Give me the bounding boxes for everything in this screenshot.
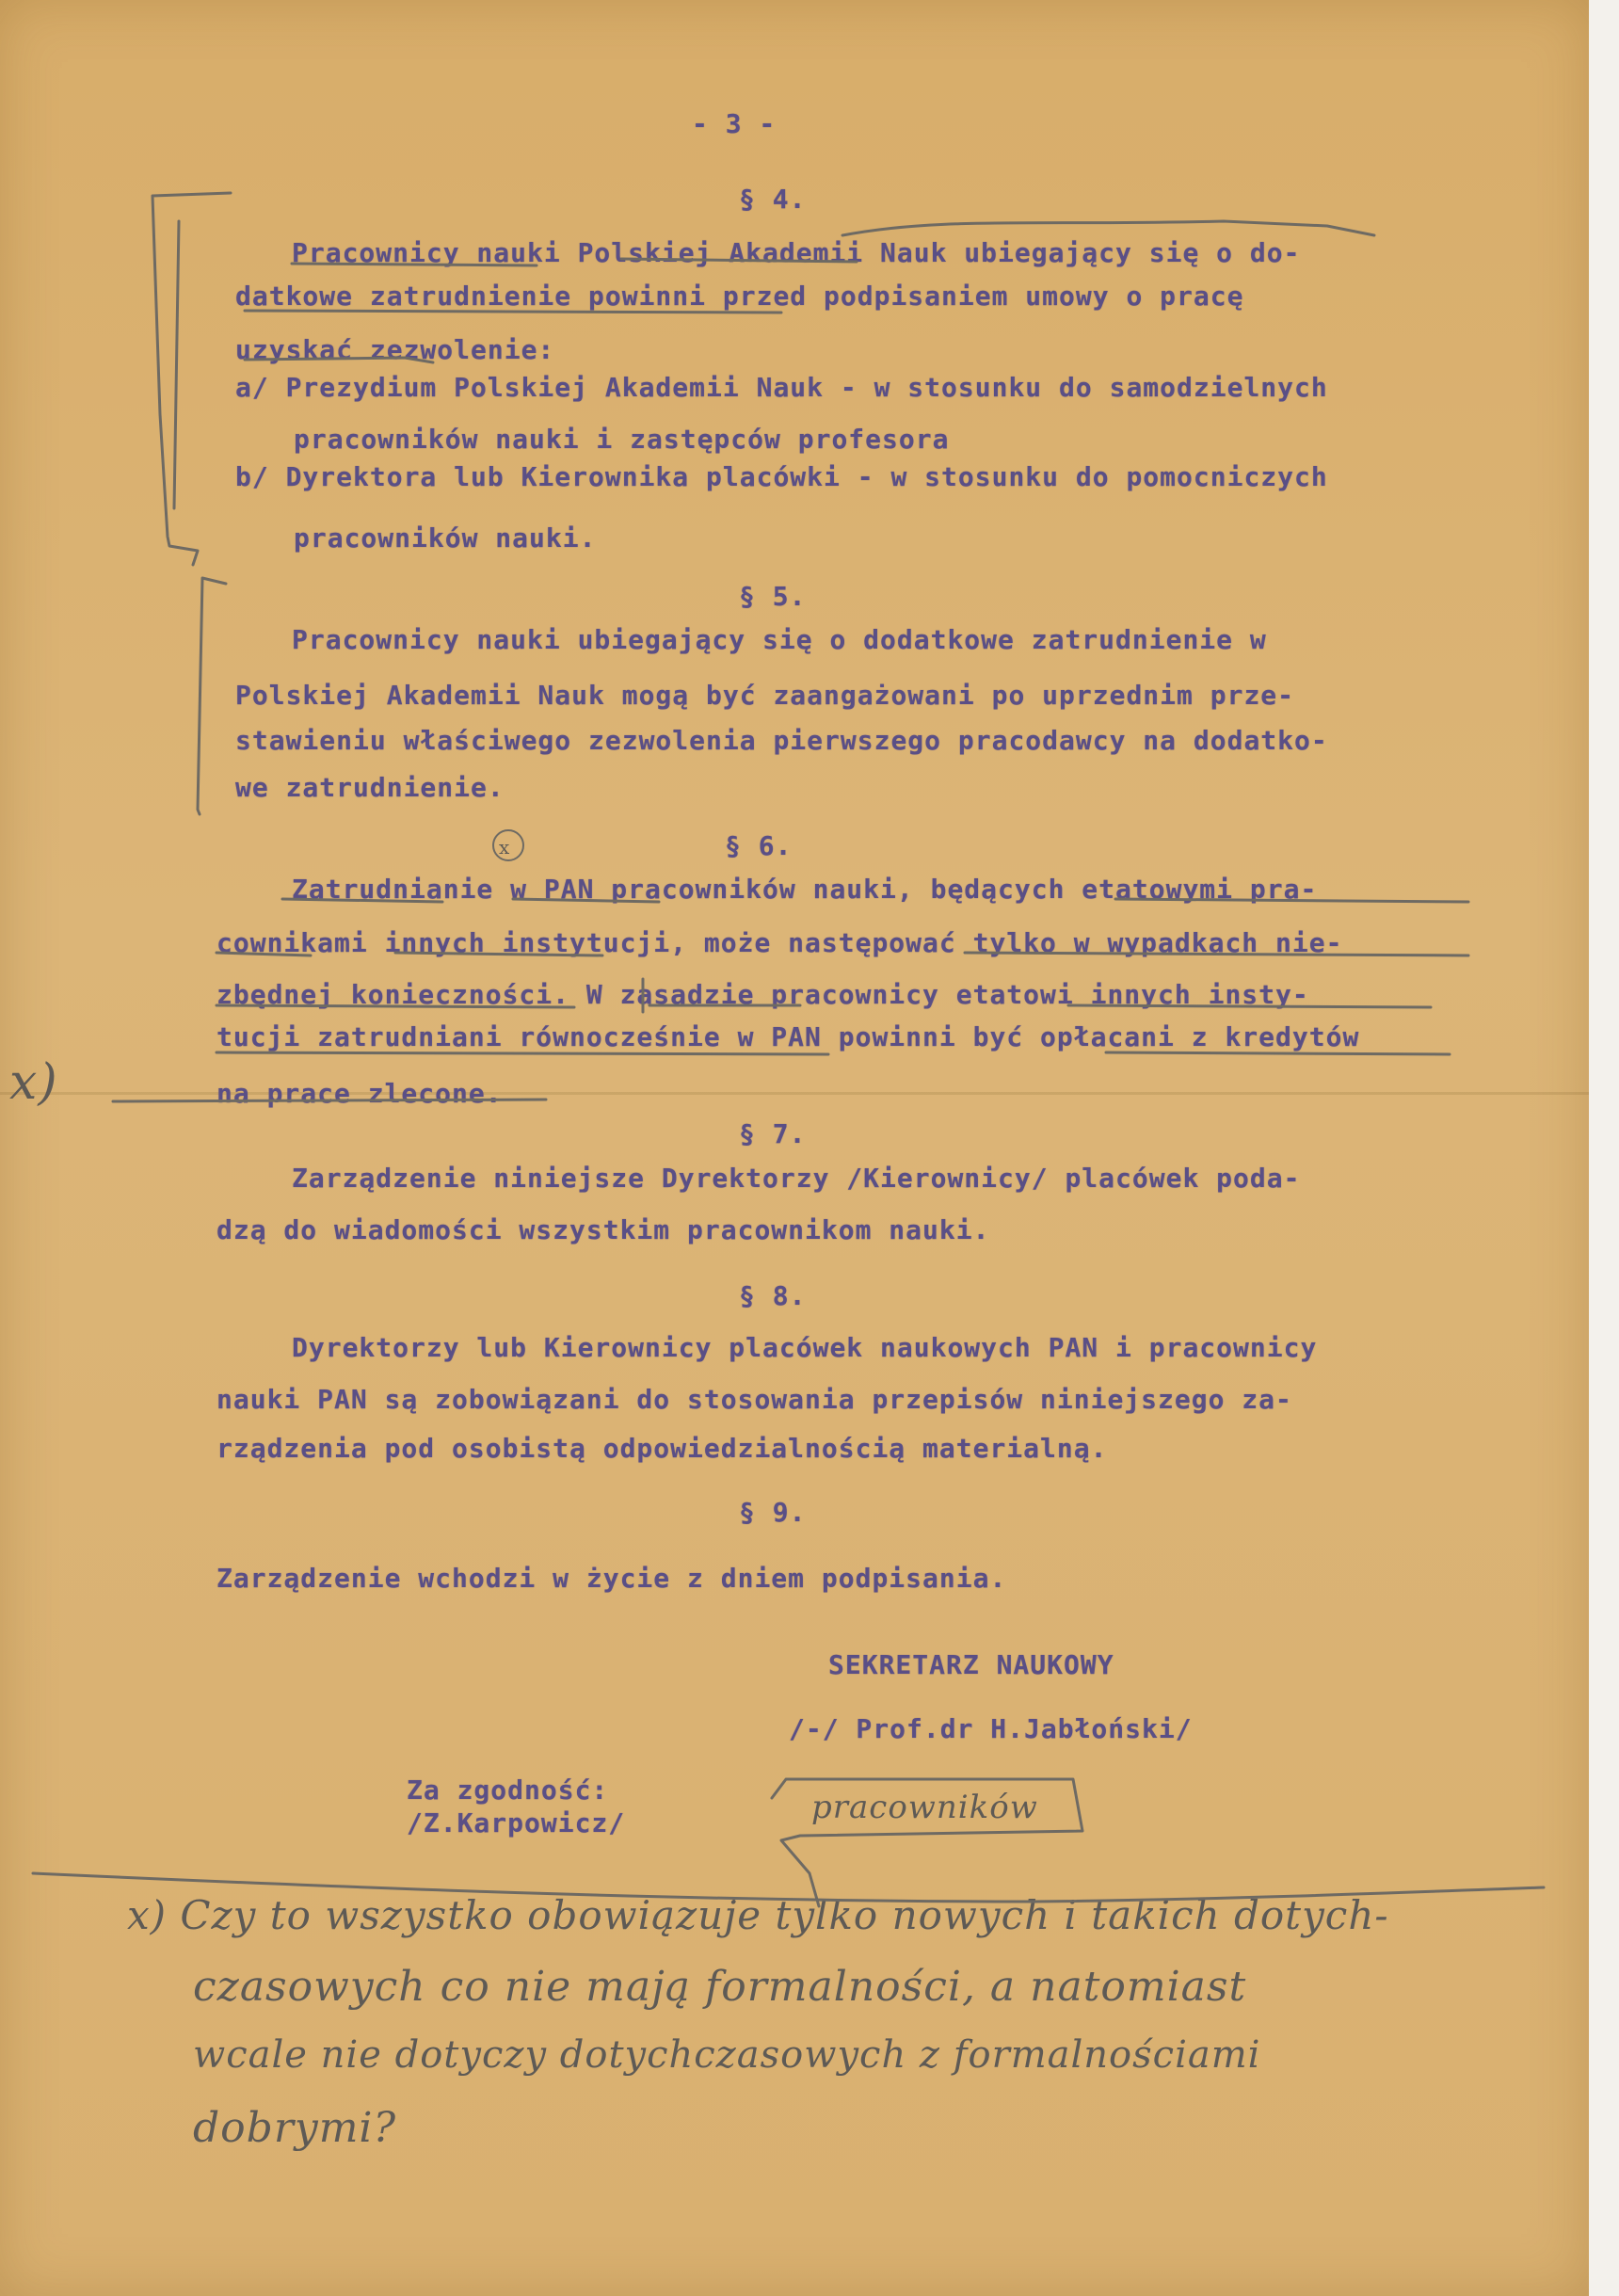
- underline-mark: [245, 358, 433, 362]
- boxed-word-mark: [772, 1779, 1082, 1906]
- underline-mark: [216, 1005, 1431, 1007]
- left-bracket-mark: [152, 193, 231, 565]
- underline-mark: [113, 1100, 546, 1101]
- section-8-line: nauki PAN są zobowiązani do stosowania przepisów niniejszego za-: [216, 1384, 1292, 1415]
- underline-mark: [216, 953, 1468, 955]
- section-5-line: Polskiej Akademii Nauk mogą być zaangażowani po uprzednim prze-: [235, 680, 1295, 711]
- handwritten-note-line: x) Czy to wszystko obowiązuje tylko nowych i takich dotych-: [127, 1892, 1389, 1938]
- circle-mark-ring: [493, 830, 523, 860]
- section-6-line: cownikami innych instytucji, może następować tylko w wypadkach nie-: [216, 927, 1343, 958]
- boxed-word: pracowników: [811, 1789, 1038, 1826]
- section-6-line: tucji zatrudniani równocześnie w PAN powinni być opłacani z kredytów: [216, 1021, 1360, 1052]
- section-4-line: datkowe zatrudnienie powinni przed podpisaniem umowy o pracę: [235, 281, 1244, 312]
- section-6-line: zbędnej konieczności. W zasadzie pracownicy etatowi innych insty-: [216, 979, 1309, 1010]
- section-4-line: uzyskać zezwolenie:: [235, 334, 555, 365]
- section-4-line: pracowników nauki.: [294, 522, 597, 554]
- section-5-line: we zatrudnienie.: [235, 772, 505, 803]
- section-7-heading: § 7.: [739, 1118, 807, 1149]
- circle-mark: x: [499, 836, 511, 859]
- section-8-heading: § 8.: [739, 1280, 807, 1311]
- section-9-line: Zarządzenie wchodzi w życie z dniem podpisania.: [216, 1563, 1007, 1594]
- underline-mark: [282, 899, 1468, 902]
- section-8-line: Dyrektorzy lub Kierownicy placówek naukowych PAN i pracownicy: [292, 1332, 1318, 1363]
- section-5-heading: § 5.: [739, 581, 807, 612]
- section-5-line: Pracownicy nauki ubiegający się o dodatkowe zatrudnienie w: [292, 624, 1267, 655]
- section-6-line: Zatrudnianie w PAN pracowników nauki, będących etatowymi pra-: [292, 874, 1318, 905]
- section-9-heading: § 9.: [739, 1497, 807, 1528]
- underline-mark: [216, 1052, 1450, 1054]
- section-7-line: dzą do wiadomości wszystkim pracownikom nauki.: [216, 1214, 990, 1245]
- underline-mark: [245, 311, 781, 313]
- section-6-line: na prace zlecone.: [216, 1078, 503, 1109]
- left-bracket-mark: [198, 578, 226, 814]
- signature-title: SEKRETARZ NAUKOWY: [828, 1649, 1114, 1680]
- section-8-line: rządzenia pod osobistą odpowiedzialnością materialną.: [216, 1433, 1108, 1464]
- section-4-line: b/ Dyrektora lub Kierownika placówki - w stosunku do pomocniczych: [235, 461, 1328, 492]
- signature-name: /-/ Prof.dr H.Jabłoński/: [789, 1713, 1193, 1744]
- handwritten-note-line: czasowych co nie mają formalności, a natomiast: [193, 1963, 1247, 2011]
- handwritten-note-line: wcale nie dotyczy dotychczasowych z formalnościami: [193, 2033, 1261, 2077]
- section-4-line: a/ Prezydium Polskiej Akademii Nauk - w stosunku do samodzielnych: [235, 372, 1328, 403]
- handwritten-note-line: dobrymi?: [193, 2104, 397, 2152]
- note-line-mark: [33, 1873, 1544, 1902]
- page-number: - 3 -: [692, 108, 777, 139]
- section-4-line: pracowników nauki i zastępców profesora: [294, 424, 950, 455]
- section-4-line: Pracownicy nauki Polskiej Akademii Nauk ubiegający się o do-: [292, 237, 1301, 268]
- margin-mark: x): [9, 1054, 58, 1111]
- left-bracket-mark: [174, 221, 179, 508]
- underline-mark: [292, 264, 537, 265]
- section-4-heading: § 4.: [739, 184, 807, 215]
- section-6-heading: § 6.: [725, 830, 793, 861]
- section-7-line: Zarządzenie niniejsze Dyrektorzy /Kierownicy/ placówek poda-: [292, 1163, 1301, 1194]
- section-5-line: stawieniu właściwego zezwolenia pierwszego pracodawcy na dodatko-: [235, 725, 1328, 756]
- underline-mark: [621, 221, 1374, 262]
- certification-name: /Z.Karpowicz/: [407, 1807, 626, 1838]
- certification-label: Za zgodność:: [407, 1774, 609, 1806]
